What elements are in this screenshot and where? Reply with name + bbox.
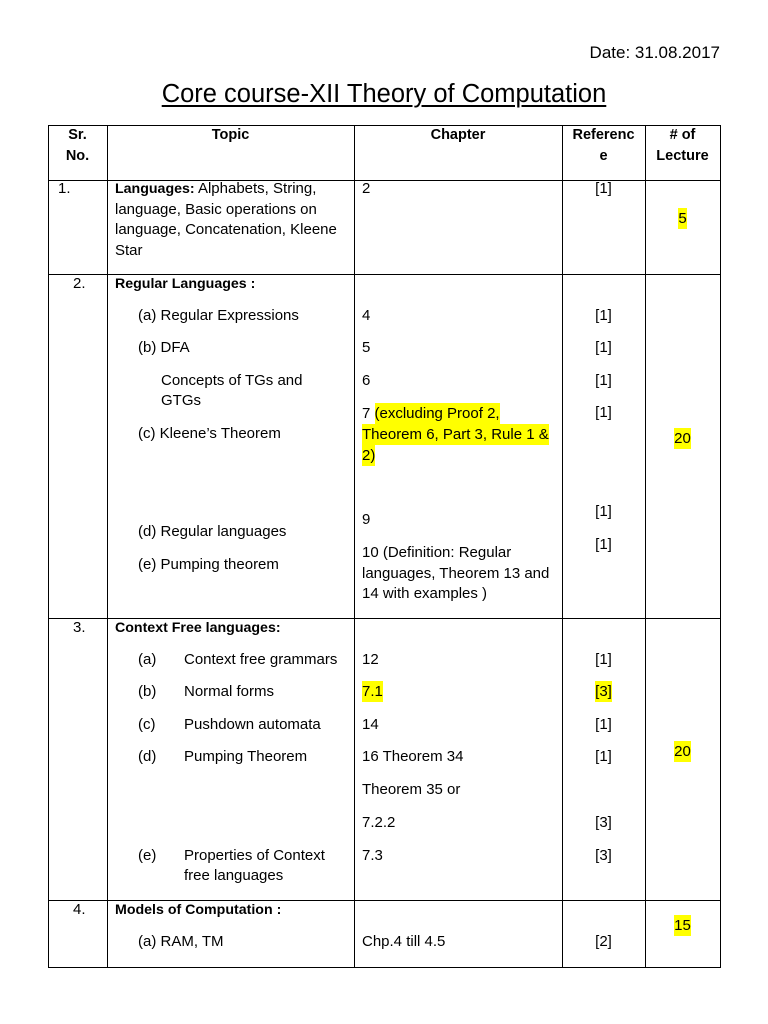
chapter-ref: 6: [362, 372, 371, 389]
reference-ref: [3]: [595, 683, 612, 700]
header-lectures-line: Lecture: [656, 148, 709, 164]
table-header-row: [48, 125, 720, 180]
topic-item-line: Concepts of TGs and: [161, 372, 303, 389]
chapter-ref-line: [362, 445, 549, 466]
chapter-ref: 16 Theorem 34: [362, 748, 464, 765]
header-lectures: [645, 125, 720, 167]
chapter-ref: [362, 403, 549, 466]
chapter-ref-line: [362, 403, 549, 424]
chapter-ref: Chp.4 till 4.5: [362, 933, 446, 950]
chapter-ref-line: languages, Theorem 13 and: [362, 564, 550, 582]
topic-first-line: [115, 179, 316, 199]
topic-item: (a) Regular Expressions: [138, 307, 299, 324]
reference-ref: [1]: [595, 748, 612, 765]
topic-item-line: free languages: [184, 867, 284, 884]
table-row: [48, 900, 720, 967]
chapter-ref: 2: [362, 180, 371, 197]
chapter-ref-cell: [362, 682, 383, 702]
table-border-right: [720, 125, 721, 968]
reference-ref: [3]: [595, 847, 612, 864]
sr-number: 3.: [73, 619, 86, 636]
topic-marker: (d): [138, 748, 157, 765]
lecture-count-cell: [645, 916, 720, 936]
reference-ref: [3]: [595, 814, 612, 831]
topic-marker: (e): [138, 847, 157, 864]
reference-ref: [1]: [595, 339, 612, 356]
topic-item-line: Properties of Context: [184, 847, 325, 864]
header-reference-line: Referenc: [572, 127, 635, 143]
reference-ref-cell: [562, 682, 645, 702]
chapter-ref: 14: [362, 716, 379, 733]
chapter-ref-line: 10 (Definition: Regular: [362, 544, 512, 561]
topic-item: (e) Pumping theorem: [138, 556, 279, 573]
table-row: [48, 274, 720, 618]
topic-marker: (c): [138, 716, 156, 733]
lecture-count: 20: [674, 430, 691, 447]
header-chapter: Chapter: [430, 127, 486, 143]
table-row: [48, 618, 720, 900]
reference-ref: [1]: [595, 404, 612, 421]
reference-ref: [1]: [595, 651, 612, 668]
topic-item: [161, 371, 302, 411]
lecture-count: 15: [674, 917, 691, 934]
topic-item: (c) Kleene’s Theorem: [138, 425, 281, 442]
date-label: Date: 31.08.2017: [589, 43, 720, 62]
chapter-note: Theorem 6, Part 3, Rule 1 &: [362, 426, 549, 443]
table-border-bottom: [48, 967, 721, 968]
chapter-ref: 9: [362, 511, 371, 528]
topic-item: Pushdown automata: [184, 716, 321, 733]
header-lectures-line: # of: [669, 127, 696, 143]
topic-text: Alphabets, String,: [197, 180, 317, 197]
reference-ref: [1]: [595, 307, 612, 324]
header-topic: Topic: [211, 127, 250, 143]
topic-item: Context free grammars: [184, 651, 338, 668]
chapter-ref: 4: [362, 307, 371, 324]
chapter-ref-line: [362, 424, 549, 445]
topic-item: (b) DFA: [138, 339, 190, 356]
topic-heading: Regular Languages :: [115, 276, 256, 292]
topic-item-line: GTGs: [161, 392, 201, 409]
lecture-count: 5: [678, 210, 687, 227]
sr-number: 4.: [73, 901, 86, 918]
topic-item: [184, 846, 325, 886]
topic-text: Star: [115, 242, 143, 259]
header-sr-no-line: No.: [65, 148, 90, 164]
header-sr-no-line: Sr.: [68, 127, 87, 143]
topic-item: Pumping Theorem: [184, 748, 308, 765]
topic-heading: Models of Computation :: [115, 902, 282, 918]
reference-ref: [1]: [595, 372, 612, 389]
chapter-ref: 7.2.2: [362, 814, 396, 831]
reference-ref: [1]: [595, 503, 612, 520]
topic-text: language, Concatenation, Kleene: [115, 221, 337, 238]
topic-text: language, Basic operations on: [115, 201, 317, 218]
reference-ref: [1]: [595, 536, 612, 553]
chapter-ref: [362, 543, 549, 605]
topic-item: Normal forms: [184, 683, 275, 700]
header-sr-no: [48, 125, 107, 167]
reference-ref: [1]: [595, 180, 612, 197]
reference-ref: [2]: [595, 933, 612, 950]
header-reference: [562, 125, 645, 167]
chapter-ref: 5: [362, 339, 371, 356]
chapter-note: (excluding Proof 2,: [374, 405, 500, 422]
chapter-number: 7: [362, 405, 371, 422]
chapter-note: 2): [362, 447, 376, 464]
sr-number: 1.: [58, 180, 71, 197]
page-title: Core course-XII Theory of Computation: [161, 80, 607, 108]
chapter-ref: 7.3: [362, 847, 383, 864]
topic-heading: Context Free languages:: [115, 620, 281, 636]
lecture-count-cell: [645, 429, 720, 449]
topic-item: (a) RAM, TM: [138, 933, 224, 950]
lecture-count-cell: [645, 209, 720, 229]
topic-item: (d) Regular languages: [138, 523, 287, 540]
chapter-ref: 12: [362, 651, 379, 668]
topic-marker: (a): [138, 651, 157, 668]
chapter-ref: 7.1: [362, 683, 383, 700]
chapter-ref-line: 14 with examples ): [362, 585, 488, 602]
lecture-count-cell: [645, 742, 720, 762]
topic-heading: Languages:: [115, 181, 195, 197]
sr-number: 2.: [73, 275, 86, 292]
lecture-count: 20: [674, 743, 691, 760]
topic-marker: (b): [138, 683, 157, 700]
reference-ref: [1]: [595, 716, 612, 733]
syllabus-table: [48, 125, 721, 968]
table-row: [48, 180, 720, 274]
header-reference-line: e: [599, 148, 608, 164]
chapter-ref: Theorem 35 or: [362, 781, 461, 798]
